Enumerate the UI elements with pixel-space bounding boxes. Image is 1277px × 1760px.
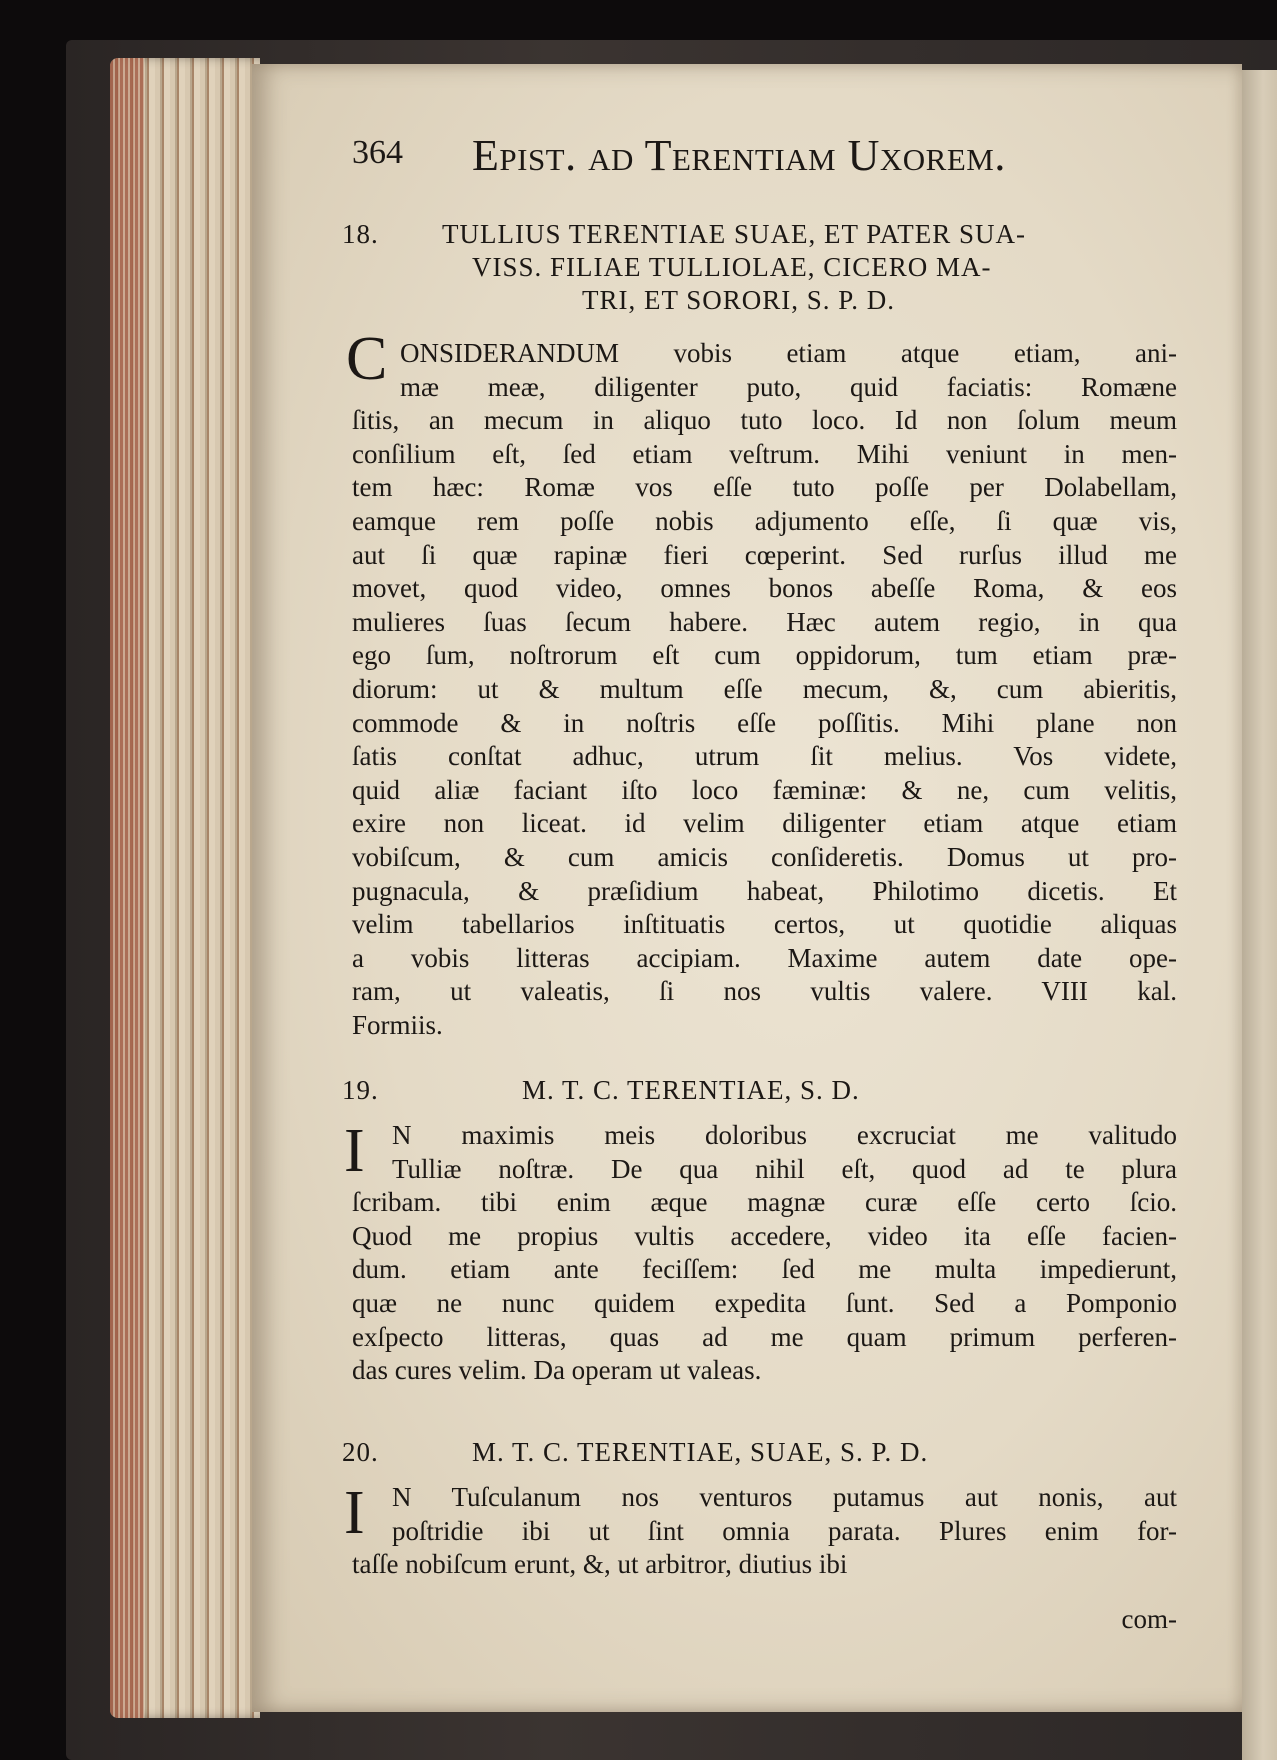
text-line: ONSIDERANDUM vobis etiam atque etiam, ani- <box>400 338 1177 368</box>
catchword: com- <box>1121 1604 1177 1634</box>
page-number: 364 <box>352 134 403 171</box>
text-line: ſitis, an mecum in aliquo tuto loco. Id non ſolum meum <box>352 405 1177 436</box>
running-header <box>352 130 1177 186</box>
text-line: mulieres ſuas ſecum habere. Hæc autem regio, in qua <box>352 606 1177 637</box>
text-line: poſtridie ibi ut ſint omnia parata. Plures enim for- <box>392 1515 1177 1546</box>
text-line: taſſe nobiſcum erunt, &, ut arbitror, diutius ibi <box>352 1549 848 1580</box>
text-line: tem hæc: Romæ vos eſſe tuto poſſe per Dolabellam, <box>352 472 1177 503</box>
text-line: ſcribam. tibi enim æque magnæ curæ eſſe certo ſcio. <box>352 1187 1177 1218</box>
drop-cap: C <box>346 325 388 393</box>
text-line: vobiſcum, & cum amicis conſideretis. Domus ut pro- <box>352 842 1177 872</box>
text-line: N Tuſculanum nos venturos putamus aut nonis, aut <box>392 1482 1177 1512</box>
heading-line: M. T. C. TERENTIAE, SUAE, S. P. D. <box>472 1437 929 1467</box>
text-line: ego ſum, noſtrorum eſt cum oppidorum, tum etiam præ- <box>352 640 1177 671</box>
text-line: aut ſi quæ rapinæ fieri cœperint. Sed rurſus illud me <box>352 539 1177 570</box>
text-line: pugnacula, & præſidium habeat, Philotimo dicetis. Et <box>352 875 1177 906</box>
text-line: N maximis meis doloribus excruciat me valitudo <box>392 1120 1177 1150</box>
heading-line: M. T. C. TERENTIAE, S. D. <box>522 1075 860 1105</box>
drop-cap: I <box>344 1479 365 1547</box>
heading-line: TRI, ET SORORI, S. P. D. <box>582 285 896 315</box>
letter-number: 19. <box>342 1075 379 1105</box>
text-line: Tulliæ noſtræ. De qua nihil eſt, quod ad te plura <box>392 1153 1177 1184</box>
text-line: das cures velim. Da operam ut valeas. <box>352 1355 762 1386</box>
text-line: commode & in noſtris eſſe poſſitis. Mihi plane non <box>352 707 1177 738</box>
text-line: ram, ut valeatis, ſi nos vultis valere. VIII kal. <box>352 976 1177 1007</box>
text-line: exſpecto litteras, quas ad me quam primum perferen- <box>352 1321 1177 1352</box>
text-line: quæ ne nunc quidem expedita ſunt. Sed a Pomponio <box>352 1288 1177 1318</box>
text-line: diorum: ut & multum eſſe mecum, &, cum abieritis, <box>352 674 1177 704</box>
text-line: velim tabellarios inſtituatis certos, ut quotidie aliquas <box>352 909 1177 940</box>
text-line: movet, quod video, omnes bonos abeſſe Roma, & eos <box>352 573 1177 604</box>
page-edges <box>110 58 260 1718</box>
text-line: ſatis conſtat adhuc, utrum ſit melius. Vos videte, <box>352 741 1177 772</box>
text-line: eamque rem poſſe nobis adjumento eſſe, ſi quæ vis, <box>352 506 1177 536</box>
text-line: Quod me propius vultis accedere, video ita eſſe facien- <box>352 1220 1177 1251</box>
text-line: dum. etiam ante feciſſem: ſed me multa impedierunt, <box>352 1254 1177 1285</box>
text-line: quid aliæ faciant iſto loco fæminæ: & ne, cum velitis, <box>352 774 1177 805</box>
letter-number: 18. <box>342 219 379 249</box>
heading-line: VISS. FILIAE TULLIOLAE, CICERO MA- <box>472 252 992 282</box>
running-title: Epist. ad Terentiam Uxorem. <box>472 131 1006 180</box>
text-line: Formiis. <box>352 1010 443 1040</box>
text-line: a vobis litteras accipiam. Maxime autem date ope- <box>352 942 1177 973</box>
heading-line: TULLIUS TERENTIAE SUAE, ET PATER SUA- <box>442 219 1027 249</box>
text-line: conſilium eſt, ſed etiam veſtrum. Mihi veniunt in men- <box>352 438 1177 469</box>
drop-cap: I <box>344 1117 365 1185</box>
letter-number: 20. <box>342 1437 379 1467</box>
facing-page-edge <box>1242 70 1277 1760</box>
text-line: exire non liceat. id velim diligenter etiam atque etiam <box>352 808 1177 839</box>
text-line: mæ meæ, diligenter puto, quid faciatis: Romæne <box>400 371 1177 402</box>
